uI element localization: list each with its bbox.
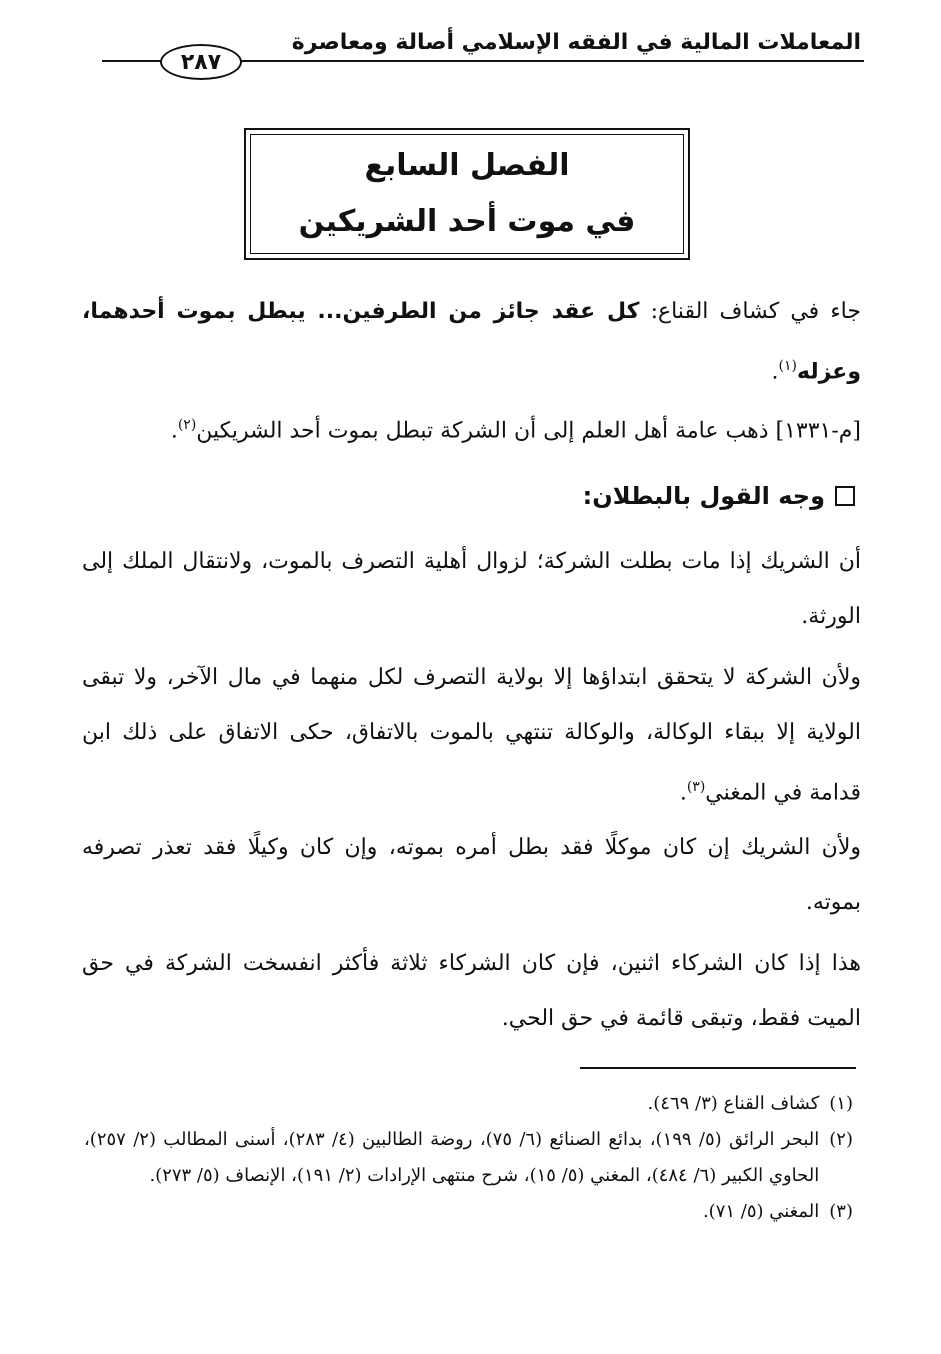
section-heading [583,482,855,510]
footnote-ref-2: (٢) [177,417,197,433]
chapter-title: في موت أحد الشريكين [298,204,636,239]
paragraph-4 [82,650,861,820]
footnote-number: (٢) [829,1129,853,1150]
footnote-item [84,1122,853,1194]
paragraph-3: أن الشريك إذا مات بطلت الشركة؛ لزوال أهلية التصرف بالموت، ولانتقال الملك إلى الورثة. [82,549,861,629]
paragraph-1 [82,284,861,399]
paragraph-4-text: ولأن الشركة لا يتحقق ابتداؤها إلا بولاية التصرف لكل منهما في مال الآخر، ولا تبقى الولاية إلا ببقاء الوكالة، والوكالة تنتهي بالموت بالاتفاق، حكى الاتفاق على ذلك ابن قدامة في المغني [82,665,861,806]
chapter-title-frame [244,128,690,260]
page-number-badge: ٢٨٧ [160,44,242,80]
section-heading-text: وجه القول بالبطلان: [582,482,825,510]
footnote-number: (١) [829,1093,853,1114]
footnote-separator [580,1067,856,1069]
footnotes [84,1086,853,1230]
paragraph-1-end: . [771,359,779,385]
paragraph-5: ولأن الشريك إن كان موكلًا فقد بطل أمره بموته، وإن كان وكيلًا فقد تعذر تصرفه بموته. [82,835,861,915]
running-header-title: المعاملات المالية في الفقه الإسلامي أصالة ومعاصرة [291,30,861,55]
footnote-text: كشاف القناع (٣/ ٤٦٩). [647,1093,820,1114]
paragraph-2-text: [م-١٣٣١] ذهب عامة أهل العلم إلى أن الشركة تبطل بموت أحد الشريكين [196,418,861,444]
paragraph-6: هذا إذا كان الشركاء اثنين، فإن كان الشركاء ثلاثة فأكثر انفسخت الشركة في حق الميت فقط، وتبقى قائمة في حق الحي. [82,951,861,1031]
footnote-number: (٣) [829,1201,853,1222]
footnote-item [84,1086,853,1122]
footnote-ref-3: (٣) [686,779,706,795]
footnote-item [84,1194,853,1230]
paragraph-2-end: . [170,418,178,444]
paragraph-4-end: . [679,780,687,806]
footnote-text: المغني (٥/ ٧١). [702,1201,820,1222]
square-bullet-icon [835,486,855,506]
chapter-number: الفصل السابع [364,148,570,183]
paragraph-2 [82,398,861,458]
footnote-ref-1: (١) [778,358,797,374]
footnote-text: البحر الرائق (٥/ ١٩٩)، بدائع الصنائع (٦/ ٧٥)، روضة الطالبين (٤/ ٢٨٣)، أسنى المطالب (٢/ ٢٥٧)، الحاوي الكبير (٦/ ٤٨٤)، المغني (٥/ ١٥)، شرح منتهى الإرادات (٢/ ١٩١)، الإنصاف (٥/ ٢٧٣). [84,1129,820,1186]
paragraph-1-quote: كل عقد جائز من الطرفين... يبطل بموت أحدهما، وعزله [82,299,861,385]
paragraph-1-prefix: جاء في كشاف القناع: [639,299,861,324]
